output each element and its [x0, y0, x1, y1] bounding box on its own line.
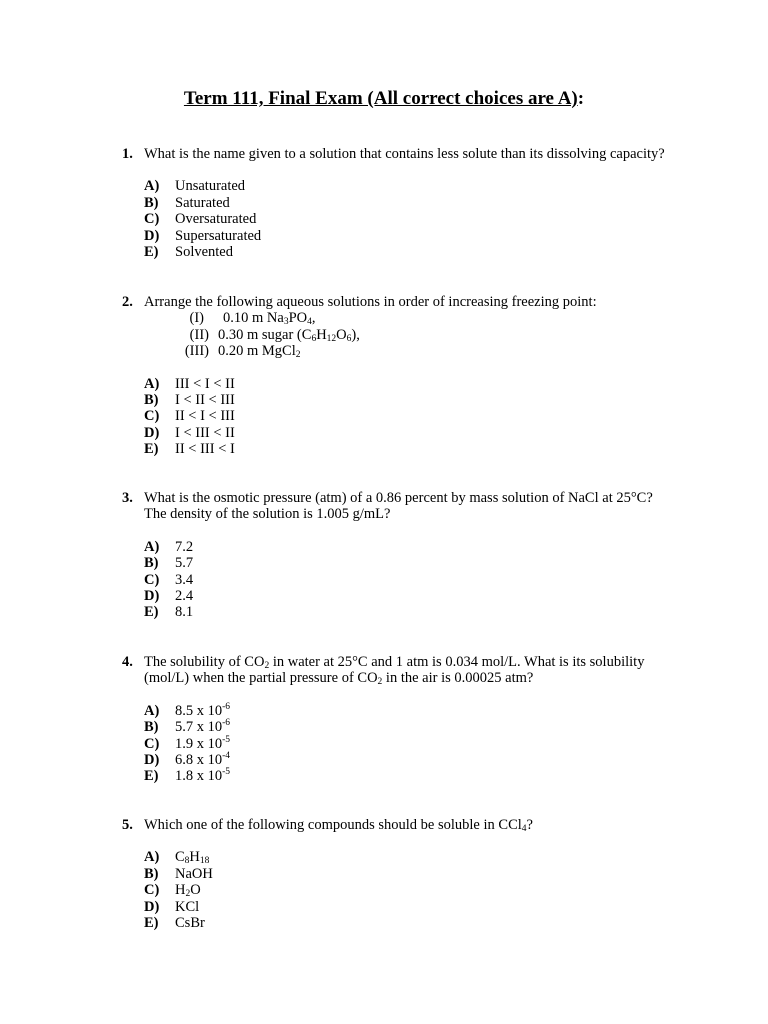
option-d: D) 6.8 x $10^{-4}$ — [144, 750, 231, 768]
option-e: E) 1.8 x $10^{-5}$ — [144, 767, 231, 785]
question-number: 2. — [122, 294, 133, 310]
option-a: A) 7.2 — [144, 538, 194, 555]
option-b: B) Saturated — [144, 194, 230, 211]
option-e: E) 8.1 — [144, 604, 194, 621]
page-title — [0, 86, 768, 112]
option-c: C) Oversaturated — [144, 211, 257, 228]
option-d: D) KCl — [144, 898, 200, 915]
question-text-line-2: The density of the solution is 1.005 g/mL? — [144, 506, 391, 523]
page-title-colon: : — [577, 88, 585, 109]
question-3 — [0, 490, 768, 621]
question-text: What is the name given to a solution that contains less solute than its dissolving capacity? — [144, 146, 665, 162]
question-text: What is the osmotic pressure (atm) of a 0.86 percent by mass solution of NaCl at 25°C? — [144, 490, 653, 506]
question-number: 1. — [122, 146, 133, 162]
solution-item-iii: (III) 0.20 m MgCl$_2$ — [184, 343, 301, 361]
question-number: 4. — [122, 654, 133, 670]
option-b: B) 5.7 x $10^{-6}$ — [144, 718, 231, 736]
option-c: C) 3.4 — [144, 571, 194, 588]
question-text: Arrange the following aqueous solutions in order of increasing freezing point: — [144, 294, 597, 310]
question-text: The solubility of $CO_2$ in water at 25°C and 1 atm is 0.034 mol/L. What is its solubility — [144, 654, 645, 671]
option-c: C) II < I < III — [144, 408, 235, 425]
option-list — [0, 703, 768, 785]
option-d: D) Supersaturated — [144, 227, 262, 244]
option-b: B) NaOH — [144, 865, 213, 882]
option-e: E) Solvented — [144, 243, 233, 260]
option-list — [0, 849, 768, 931]
question-2 — [0, 294, 768, 458]
option-b: B) 5.7 — [144, 555, 194, 572]
option-a: A) Unsaturated — [144, 178, 246, 195]
option-b: B) I < II < III — [144, 391, 235, 408]
option-a: A) $C_8H_{18}$ — [144, 849, 210, 867]
option-e: E) CsBr — [144, 914, 205, 931]
option-c: C) $H_2O$ — [144, 882, 201, 900]
option-d: D) 2.4 — [144, 587, 194, 604]
question-text: Which one of the following compounds should be soluble in CCl$_4$? — [144, 817, 533, 834]
solution-item-ii: (II) 0.30 m sugar $(C_6H_{12}O_6)$, — [189, 326, 360, 344]
option-d: D) I < III < II — [144, 424, 235, 441]
question-5 — [0, 817, 768, 931]
question-number: 3. — [122, 490, 133, 506]
option-list — [0, 178, 768, 260]
question-text-line-2: (mol/L) when the partial pressure of $CO_2$ in the air is 0.00025 atm? — [144, 670, 534, 688]
option-list — [0, 376, 768, 458]
question-1 — [0, 146, 768, 260]
solution-item-i: (I) 0.10 m $Na_3PO_4$, — [189, 310, 316, 328]
question-number: 5. — [122, 817, 133, 833]
option-e: E) II < III < I — [144, 441, 235, 458]
option-c: C) 1.9 x $10^{-5}$ — [144, 734, 231, 752]
option-list — [0, 539, 768, 621]
question-4 — [0, 654, 768, 785]
page-title-text: Term 111, Final Exam (All correct choices are A) — [183, 88, 578, 109]
option-a: A) III < I < II — [144, 375, 235, 392]
option-a: A) 8.5 x $10^{-6}$ — [144, 701, 231, 719]
